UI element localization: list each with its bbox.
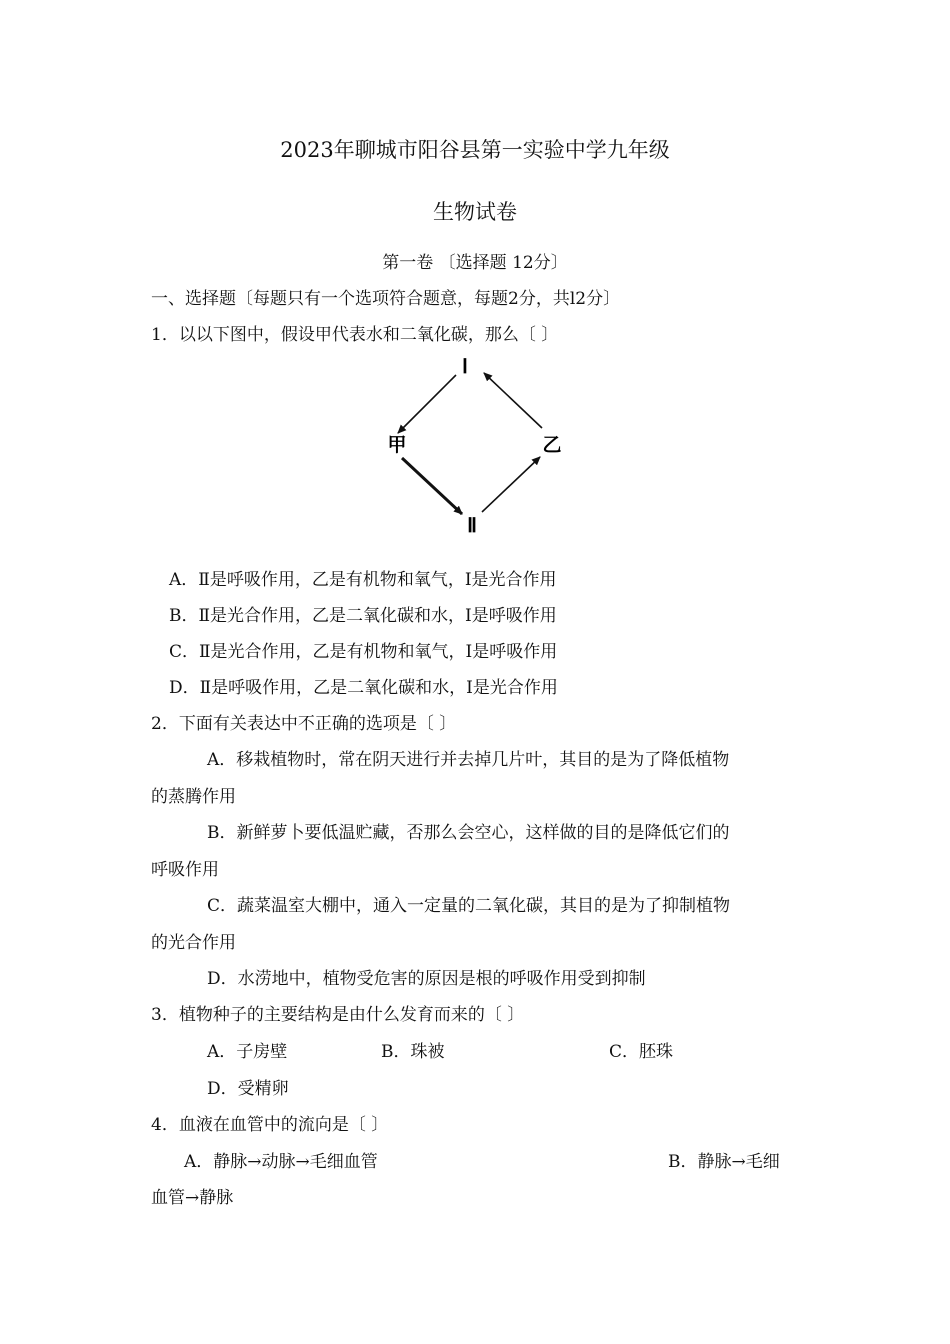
- document-subtitle: 生物试卷: [433, 200, 517, 224]
- question-1-option-c: C．Ⅱ是光合作用，乙是有机物和氧气，I是呼吸作用: [169, 642, 558, 662]
- question-3-option-b: B．珠被: [381, 1042, 445, 1062]
- question-3-option-d: D．受精卵: [207, 1079, 289, 1099]
- question-2-option-c-line1: C．蔬菜温室大棚中，通入一定量的二氧化碳，其目的是为了抑制植物: [207, 896, 731, 916]
- question-1-stem: 1．以以下图中，假设甲代表水和二氧化碳，那么〔 〕: [151, 325, 559, 345]
- question-4-option-b: B．静脉→毛细: [668, 1152, 780, 1172]
- arrow-i-to-jia: [398, 375, 456, 433]
- question-2-option-a-line1: A．移栽植物时，常在阴天进行并去掉几片叶，其目的是为了降低植物: [207, 750, 730, 770]
- document-title: 2023年聊城市阳谷县第一实验中学九年级: [280, 138, 670, 162]
- question-4-option-a: A．静脉→动脉→毛细血管: [184, 1152, 378, 1172]
- question-2-option-b-line2: 呼吸作用: [151, 860, 219, 880]
- section-instruction: 一、选择题〔每题只有一个选项符合题意，每题2分，共l2分〕: [151, 289, 621, 309]
- arrow-ii-to-yi: [482, 457, 540, 512]
- question-3-option-c: C．胚珠: [609, 1042, 674, 1062]
- question-3-option-a: A．子房壁: [207, 1042, 288, 1062]
- arrow-yi-to-i: [484, 373, 542, 428]
- section-title: 第一卷 〔选择题 12分〕: [382, 253, 568, 273]
- question-2-option-a-line2: 的蒸腾作用: [151, 787, 236, 807]
- question-1-option-b: B．Ⅱ是光合作用，乙是二氧化碳和水，I是呼吸作用: [169, 606, 557, 626]
- question-2-option-c-line2: 的光合作用: [151, 933, 236, 953]
- question-2-option-d: D．水涝地中，植物受危害的原因是根的呼吸作用受到抑制: [207, 969, 646, 989]
- question-2-option-b-line1: B．新鲜萝卜要低温贮藏，否那么会空心，这样做的目的是降低它们的: [207, 823, 730, 843]
- diagram-label-yi: 乙: [542, 434, 562, 456]
- question-1-option-d: D．Ⅱ是呼吸作用，乙是二氧化碳和水，I是光合作用: [169, 678, 558, 698]
- diagram-label-jia: 甲: [387, 434, 407, 456]
- question-2-stem: 2．下面有关表达中不正确的选项是〔 〕: [151, 714, 457, 734]
- question-4-option-b-continued: 血管→静脉: [151, 1188, 234, 1208]
- diagram-label-ii: Ⅱ: [467, 515, 477, 537]
- question-1-option-a: A．Ⅱ是呼吸作用，乙是有机物和氧气，I是光合作用: [169, 570, 557, 590]
- diagram-label-i: Ⅰ: [462, 356, 468, 378]
- question-4-stem: 4．血液在血管中的流向是〔 〕: [151, 1115, 389, 1135]
- question-3-stem: 3．植物种子的主要结构是由什么发育而来的〔 〕: [151, 1005, 525, 1025]
- arrow-jia-to-ii: [402, 458, 462, 514]
